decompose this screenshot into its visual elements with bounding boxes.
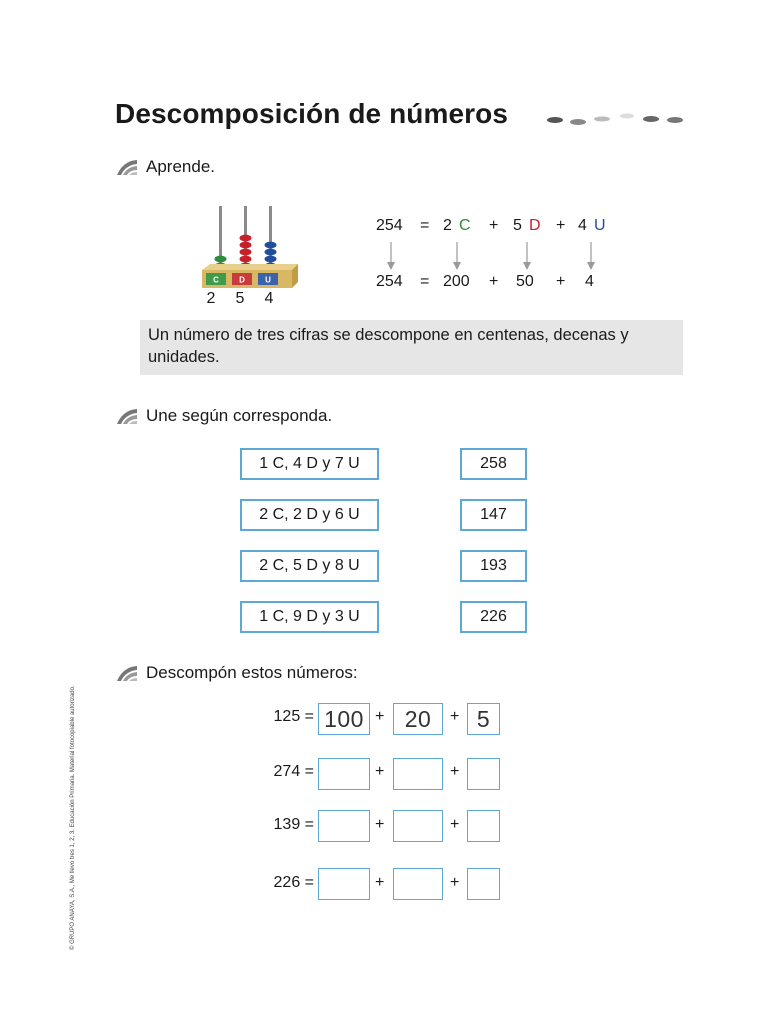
exercise-number: 125 = <box>273 708 314 725</box>
eq1-u-coef: 4 <box>578 217 587 234</box>
abacus-digit-tens: 5 <box>235 290 245 307</box>
match-right-box[interactable]: 193 <box>460 550 527 582</box>
plus-sign: + <box>375 708 385 725</box>
eq2-equals: = <box>420 273 430 290</box>
rule-text: Un número de tres cifras se descompone en centenas, decenas y unidades. <box>148 326 629 366</box>
answer-tens-box[interactable] <box>393 758 443 790</box>
eq1-equals: = <box>420 217 430 234</box>
eq1-c-letter: C <box>459 217 471 234</box>
eq2-tens: 50 <box>516 273 534 290</box>
eq1-d-coef: 5 <box>513 217 522 234</box>
section-bullet-icon <box>115 663 139 683</box>
abacus-label-c: C <box>213 275 219 285</box>
exercise-number: 139 = <box>273 816 314 833</box>
eq1-number: 254 <box>376 217 403 234</box>
eq2-plus-1: + <box>489 273 499 290</box>
answer-tens-box[interactable] <box>393 810 443 842</box>
answer-units-box[interactable] <box>467 758 500 790</box>
plus-sign: + <box>375 763 385 780</box>
abacus-digit-hundreds: 2 <box>206 290 216 307</box>
answer-hundreds-box[interactable] <box>318 868 370 900</box>
match-right-box[interactable]: 147 <box>460 499 527 531</box>
abacus-digits <box>200 290 280 308</box>
abacus-label-u: U <box>265 275 271 285</box>
section-match-label: Une según corresponda. <box>146 406 333 425</box>
plus-sign: + <box>450 874 460 891</box>
eq2-number: 254 <box>376 273 403 290</box>
match-right-box[interactable]: 258 <box>460 448 527 480</box>
section-bullet-icon <box>115 157 139 177</box>
answer-tens-box[interactable]: 20 <box>393 703 443 735</box>
answer-hundreds-box[interactable] <box>318 758 370 790</box>
match-left-box[interactable]: 2 C, 2 D y 6 U <box>240 499 379 531</box>
section-learn-label: Aprende. <box>146 157 215 176</box>
exercise-number: 274 = <box>273 763 314 780</box>
answer-units-box[interactable] <box>467 810 500 842</box>
eq2-hundreds: 200 <box>443 273 470 290</box>
copyright-notice: © GRUPO ANAYA, S.A., Me llevo tres 1, 2, 3. Educación Primaria. Material fotocopiable autorizado. <box>70 685 76 950</box>
plus-sign: + <box>375 816 385 833</box>
match-left-box[interactable]: 2 C, 5 D y 8 U <box>240 550 379 582</box>
answer-hundreds-box[interactable] <box>318 810 370 842</box>
match-right-box[interactable]: 226 <box>460 601 527 633</box>
section-decompose-label: Descompón estos números: <box>146 663 358 682</box>
section-bullet-icon <box>115 406 139 426</box>
answer-tens-box[interactable] <box>393 868 443 900</box>
eq1-c-coef: 2 <box>443 217 452 234</box>
section-match <box>115 404 332 428</box>
match-left-box[interactable]: 1 C, 9 D y 3 U <box>240 601 379 633</box>
arrow-down-icon <box>387 242 395 270</box>
answer-units-box[interactable] <box>467 868 500 900</box>
answer-hundreds-box[interactable]: 100 <box>318 703 370 735</box>
page-title: Descomposición de números <box>115 98 509 129</box>
abacus-label-d: D <box>239 275 245 285</box>
eq2-plus-2: + <box>556 273 566 290</box>
plus-sign: + <box>450 763 460 780</box>
arrow-down-icon <box>453 242 461 270</box>
section-decompose <box>115 661 358 685</box>
section-learn <box>115 155 215 179</box>
plus-sign: + <box>450 708 460 725</box>
match-left-box[interactable]: 1 C, 4 D y 7 U <box>240 448 379 480</box>
decorative-dots <box>545 110 685 128</box>
answer-units-box[interactable]: 5 <box>467 703 500 735</box>
plus-sign: + <box>450 816 460 833</box>
plus-sign: + <box>375 874 385 891</box>
exercise-number: 226 = <box>273 874 314 891</box>
eq1-d-letter: D <box>529 217 541 234</box>
eq1-u-letter: U <box>594 217 606 234</box>
eq2-units: 4 <box>585 273 594 290</box>
eq1-plus-2: + <box>556 217 566 234</box>
arrow-down-icon <box>523 242 531 270</box>
abacus-digit-units: 4 <box>264 290 274 307</box>
arrow-down-icon <box>587 242 595 270</box>
eq1-plus-1: + <box>489 217 499 234</box>
